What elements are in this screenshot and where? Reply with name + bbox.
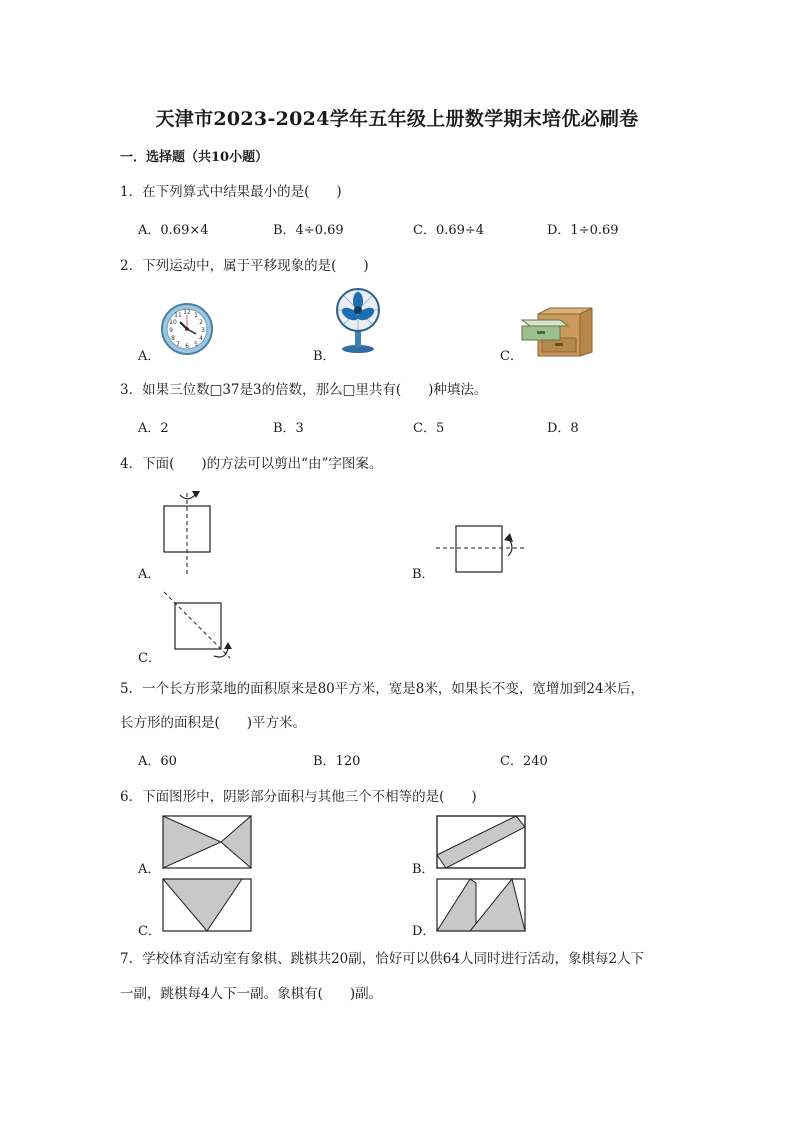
shaded-figure-b	[436, 815, 528, 869]
q6-option-b: B．	[412, 862, 435, 877]
q5-option-b: B．120	[313, 754, 361, 769]
q4-option-c: C．	[138, 651, 161, 666]
svg-text:6: 6	[185, 343, 189, 350]
svg-text:11: 11	[174, 312, 182, 319]
q5-option-a: A．60	[138, 754, 177, 769]
question-3-stem: 3．如果三位数□37是3的倍数，那么□里共有( )种填法。	[120, 382, 488, 398]
fan-icon	[334, 288, 382, 354]
svg-text:2: 2	[199, 319, 203, 326]
svg-text:12: 12	[183, 309, 191, 316]
section-heading: 一．选择题（共10小题）	[120, 150, 269, 165]
drawer-cabinet-icon	[520, 306, 594, 356]
q6-option-d: D．	[412, 924, 436, 939]
question-4-stem: 4．下面( )的方法可以剪出“由”字图案。	[120, 456, 383, 472]
shaded-figure-a	[162, 815, 252, 869]
question-5-stem-line-2: 长方形的面积是( )平方米。	[120, 715, 307, 731]
question-7-stem-line-2: 一副，跳棋每4人下一副。象棋有( )副。	[120, 986, 383, 1002]
page-title: 天津市2023-2024学年五年级上册数学期末培优必刷卷	[155, 108, 639, 130]
question-6-stem: 6．下面图形中，阴影部分面积与其他三个不相等的是( )	[120, 789, 477, 805]
fold-diagram-a	[150, 485, 230, 580]
fold-diagram-b	[432, 518, 532, 578]
fold-diagram-c	[158, 588, 248, 663]
q1-option-d: D．1÷0.69	[547, 223, 619, 238]
shaded-figure-d	[436, 878, 528, 932]
q2-option-c: C．	[500, 349, 523, 364]
q1-option-a: A．0.69×4	[138, 223, 209, 238]
svg-text:7: 7	[176, 341, 180, 348]
question-2-stem: 2．下列运动中，属于平移现象的是( )	[120, 258, 369, 274]
q1-option-c: C．0.69÷4	[413, 223, 485, 238]
q5-option-c: C．240	[500, 754, 548, 769]
svg-text:4: 4	[199, 335, 203, 342]
q3-option-b: B．3	[273, 421, 304, 436]
q6-option-a: A．	[138, 862, 161, 877]
q6-option-c: C．	[138, 924, 161, 939]
question-5-stem-line-1: 5．一个长方形菜地的面积原来是80平方米，宽是8米，如果长不变，宽增加到24米后，	[120, 681, 645, 697]
q1-option-b: B．4÷0.69	[273, 223, 344, 238]
q2-option-b: B．	[313, 349, 336, 364]
q3-option-c: C．5	[413, 421, 445, 436]
svg-text:1: 1	[194, 312, 198, 319]
clock-icon	[160, 302, 214, 356]
svg-text:5: 5	[194, 341, 198, 348]
svg-text:3: 3	[201, 327, 205, 334]
svg-text:10: 10	[169, 319, 177, 326]
q3-option-d: D．8	[547, 421, 579, 436]
shaded-figure-c	[162, 878, 252, 932]
question-7-stem-line-1: 7．学校体育活动室有象棋、跳棋共20副，恰好可以供64人同时进行活动，象棋每2人下	[120, 951, 645, 967]
q3-option-a: A．2	[138, 421, 169, 436]
svg-text:9: 9	[169, 327, 173, 334]
question-1-stem: 1．在下列算式中结果最小的是( )	[120, 184, 342, 200]
q2-option-a: A．	[138, 349, 161, 364]
svg-text:8: 8	[171, 335, 175, 342]
q4-option-b: B．	[412, 567, 435, 582]
q4-option-a: A．	[138, 567, 161, 582]
